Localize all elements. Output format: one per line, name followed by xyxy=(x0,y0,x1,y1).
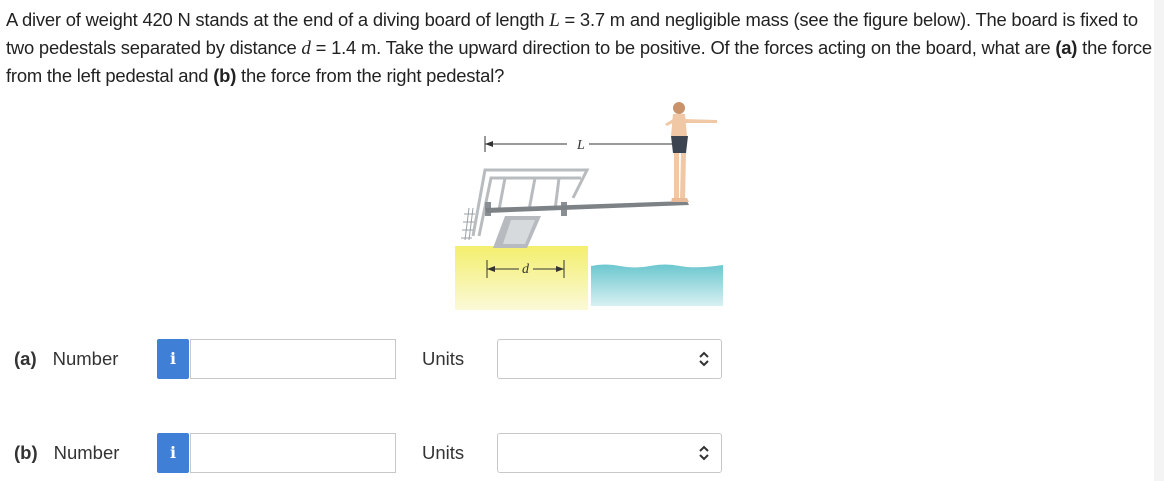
water xyxy=(591,265,723,307)
diving-board xyxy=(485,201,689,213)
units-select-b[interactable] xyxy=(497,433,722,473)
diving-board-figure xyxy=(455,98,730,310)
length-label: L xyxy=(577,138,585,153)
part-label-a: (a) xyxy=(14,348,37,369)
info-icon-a[interactable]: i xyxy=(157,339,189,379)
variable-d: d xyxy=(301,38,311,59)
units-select-a[interactable] xyxy=(497,339,722,379)
question-text-part-4: the force from the left pedestal and xyxy=(6,37,1152,86)
part-b-marker: (b) xyxy=(213,65,237,86)
number-label-b: Number xyxy=(53,442,120,463)
number-label-a: Number xyxy=(52,348,119,369)
diver-figure xyxy=(665,102,717,202)
info-icon-b[interactable]: i xyxy=(157,433,189,473)
units-label-a: Units xyxy=(422,348,465,369)
number-input-a[interactable] xyxy=(190,339,396,379)
answer-row-a xyxy=(0,339,760,381)
variable-L: L xyxy=(549,10,560,31)
answer-label-b xyxy=(14,442,119,464)
pool-deck xyxy=(455,246,588,310)
up-down-chevron-icon xyxy=(697,349,711,369)
question-text-part-2: = 3.7 m and negligible mass (see the figure below). The board is fixed to two pedestals separated by distance xyxy=(6,9,1138,58)
number-input-b[interactable] xyxy=(190,433,396,473)
question-text-part-5: the force from the right pedestal? xyxy=(236,65,505,86)
question-text xyxy=(6,6,1160,89)
units-label-b: Units xyxy=(422,442,465,463)
part-label-b: (b) xyxy=(14,442,38,463)
up-down-chevron-icon xyxy=(697,443,711,463)
answer-row-b xyxy=(0,433,760,475)
answer-label-a xyxy=(14,348,118,370)
question-text-part-3: = 1.4 m. Take the upward direction to be positive. Of the forces acting on the board, what are xyxy=(310,37,1056,58)
question-text-part-1: A diver of weight 420 N stands at the end of a diving board of length xyxy=(6,9,550,30)
page-scroll-gutter xyxy=(1154,0,1164,481)
part-a-marker: (a) xyxy=(1055,37,1078,58)
distance-label: d xyxy=(522,262,529,277)
